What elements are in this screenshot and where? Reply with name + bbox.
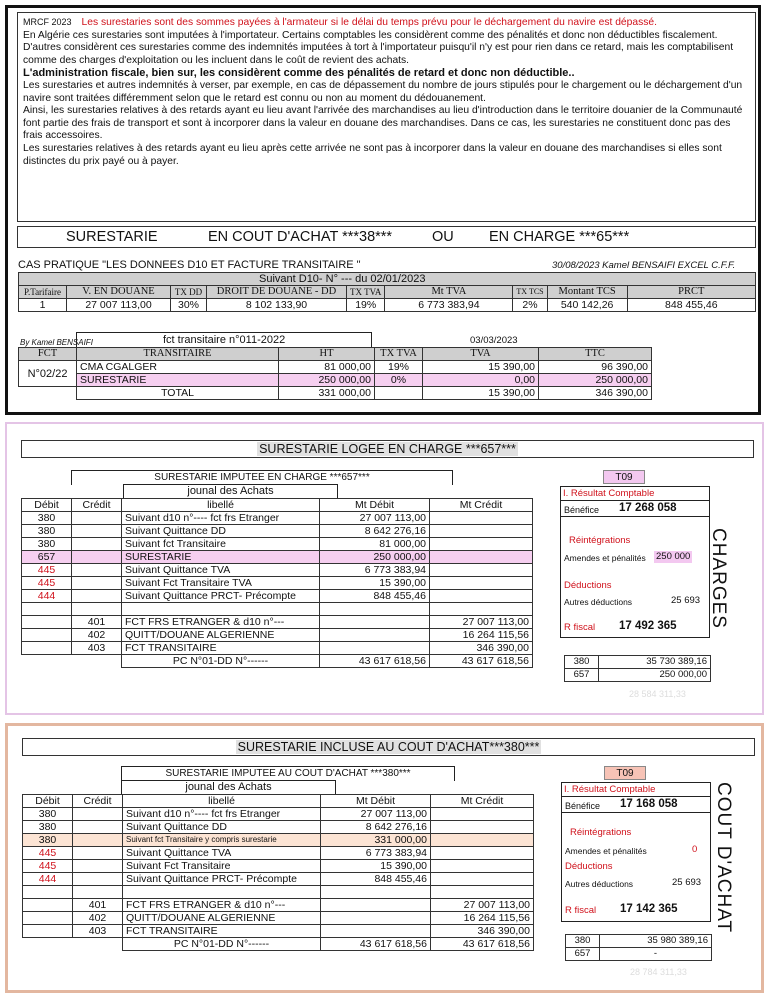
journal-spacer-row: [22, 603, 533, 616]
fiscal-autres-value: 25 693: [671, 595, 701, 606]
journal-header: Mt Crédit: [430, 499, 533, 512]
journal-header-row: [23, 795, 534, 808]
credit-account: 403: [72, 642, 122, 655]
journal-header: Mt Crédit: [431, 795, 534, 808]
fiscal-benefice-label: Bénéfice: [565, 801, 601, 811]
transit-cell: 0,00: [423, 374, 539, 387]
d10-table: [18, 272, 756, 312]
transit-fct: N°02/22: [19, 361, 77, 387]
d10-header-row: [19, 286, 756, 299]
libelle: Suivant Quittance PRCT- Précompte: [123, 873, 321, 886]
journal-total-row: [23, 938, 534, 951]
transit-total-label: TOTAL: [77, 387, 279, 400]
libelle: QUITT/DOUANE ALGERIENNE: [123, 912, 321, 925]
mt-credit: 27 007 113,00: [431, 899, 534, 912]
debit-account: 445: [23, 847, 73, 860]
fiscal-reint-label: Réintégrations: [569, 535, 631, 546]
acct-num: 380: [565, 656, 599, 669]
intro-text-box: [17, 12, 756, 222]
fiscal-amendes-label: Amendes et pénalités: [565, 846, 647, 856]
journal-row: [22, 577, 533, 590]
intro-paragraph: Les surestaries relatives à des retards ayant eu lieu après cette arrivée ne sont pas à incorporer dans la valeur en douane des marchandises si elles sont distinctes du prix payé ou à payer.: [23, 142, 722, 167]
fiscal-autres-label: Autres déductions: [565, 879, 634, 889]
cout-section: [5, 723, 764, 993]
charge-fiscal-box: [560, 486, 710, 638]
fiscal-benefice-value: 17 168 058: [620, 798, 678, 810]
d10-header: TX TCS: [513, 286, 547, 299]
transit-cell: 96 390,00: [539, 361, 652, 374]
libelle: SURESTARIE: [122, 551, 320, 564]
d10-header: V. EN DOUANE: [67, 286, 171, 299]
d10-header: TX TVA: [347, 286, 385, 299]
transit-total-cell: 15 390,00: [423, 387, 539, 400]
cout-vertical-label: COUT D'ACHAT: [713, 782, 734, 934]
pc-label: PC N°01-DD N°------: [123, 938, 321, 951]
acct-row: [566, 935, 712, 948]
debit-account: 380: [22, 538, 72, 551]
journal-header-row: [22, 499, 533, 512]
mt-debit: 15 390,00: [321, 860, 431, 873]
transit-header: TX TVA: [375, 348, 423, 361]
credit-account: 401: [72, 616, 122, 629]
transit-header-row: [19, 348, 652, 361]
transit-cell: SURESTARIE: [77, 374, 279, 387]
pc-label: PC N°01-DD N°------: [122, 655, 320, 668]
journal-row: [22, 564, 533, 577]
mt-debit: 848 455,46: [320, 590, 430, 603]
fiscal-amendes-value: 250 000: [656, 551, 691, 562]
transit-total-cell: 331 000,00: [279, 387, 375, 400]
intro-paragraph: D'autres considèrent ces surestaries comme des indemnités imputées à tort à l'importateur puisqu'il n'y est pour rien dans ce retard, mais les comptabilisent comme des charges d'exploitation ou les incluent dans le coût de revient des achats.: [23, 42, 734, 66]
transit-header: TVA: [423, 348, 539, 361]
surestarie-banner: [17, 226, 756, 248]
cout-code-badge: T09: [604, 766, 646, 780]
transit-header: TTC: [539, 348, 652, 361]
transit-cell: 250 000,00: [539, 374, 652, 387]
d10-cell: 19%: [347, 299, 385, 312]
d10-header: P.Tarifaire: [19, 286, 67, 299]
d10-cell: 848 455,46: [627, 299, 755, 312]
debit-account: 445: [22, 564, 72, 577]
fiscal-resultat-label: I. Résultat Comptable: [563, 488, 655, 499]
libelle: Suivant Quittance PRCT- Précompte: [122, 590, 320, 603]
transit-table: [18, 347, 652, 400]
fiscal-deduc-label: Déductions: [564, 580, 612, 591]
banner-word: SURESTARIE: [66, 229, 158, 245]
mt-debit: 331 000,00: [321, 834, 431, 847]
journal-row: [22, 616, 533, 629]
acct-row: [565, 669, 711, 682]
transit-invoice: fct transitaire n°011-2022: [76, 332, 372, 348]
fiscal-deduc-label: Déductions: [565, 861, 613, 872]
debit-account: 380: [23, 821, 73, 834]
transit-header: FCT: [19, 348, 77, 361]
acct-value: 35 980 389,16: [600, 935, 712, 948]
journal-header: Crédit: [72, 499, 122, 512]
journal-row: [22, 525, 533, 538]
cout-faint-total: 28 784 311,33: [630, 967, 687, 977]
mt-debit: 6 773 383,94: [321, 847, 431, 860]
mt-debit: 848 455,46: [321, 873, 431, 886]
fiscal-reint-label: Réintégrations: [570, 827, 632, 838]
journal-header: Mt Débit: [321, 795, 431, 808]
acct-num: 380: [566, 935, 600, 948]
mt-debit: 250 000,00: [320, 551, 430, 564]
d10-header: DROIT DE DOUANE - DD: [207, 286, 347, 299]
mt-debit: 8 642 276,16: [321, 821, 431, 834]
charge-faint-total: 28 584 311,33: [629, 689, 686, 699]
journal-header: libellé: [122, 499, 320, 512]
acct-row: [565, 656, 711, 669]
transit-cell: 0%: [375, 374, 423, 387]
credit-account: 402: [73, 912, 123, 925]
libelle: Suivant Quittance DD: [123, 821, 321, 834]
transit-total-row: [19, 387, 652, 400]
mt-debit: 6 773 383,94: [320, 564, 430, 577]
d10-cell: 6 773 383,94: [385, 299, 513, 312]
charge-imputee: SURESTARIE IMPUTEE EN CHARGE ***657***: [71, 470, 453, 485]
intro-section: [5, 5, 761, 415]
banner-charge: EN CHARGE ***65***: [489, 229, 630, 245]
d10-header: Montant TCS: [547, 286, 627, 299]
transit-total-cell: [375, 387, 423, 400]
d10-cell: 540 142,26: [547, 299, 627, 312]
charge-banner: [21, 440, 754, 458]
libelle: Suivant d10 n°---- fct frs Etranger: [123, 808, 321, 821]
pc-debit: 43 617 618,56: [321, 938, 431, 951]
mt-debit: 8 642 276,16: [320, 525, 430, 538]
transit-total-cell: 346 390,00: [539, 387, 652, 400]
intro-paragraph: Ainsi, les surestaries relatives à des retards ayant eu lieu avant l'arrivée des marchandises au lieu d'introduction dans le territoire douanier de la Communauté font partie des frais de transport et sont à incorporer dans la valeur en douane des marchandises. Dans ce cas, les surestaries ne constituent donc pas des frais accessoires.: [23, 105, 743, 142]
debit-account: 380: [23, 808, 73, 821]
libelle: Suivant fct Transitaire y compris surestarie: [123, 834, 321, 847]
mt-debit: 27 007 113,00: [320, 512, 430, 525]
journal-row: [22, 629, 533, 642]
debit-account: 445: [22, 577, 72, 590]
pc-debit: 43 617 618,56: [320, 655, 430, 668]
libelle: FCT TRANSITAIRE: [123, 925, 321, 938]
journal-row: [23, 912, 534, 925]
d10-data-row: [19, 299, 756, 312]
libelle: QUITT/DOUANE ALGERIENNE: [122, 629, 320, 642]
fiscal-rfiscal-value: 17 142 365: [620, 903, 678, 915]
journal-row: [23, 847, 534, 860]
intro-headline: Les surestaries sont des sommes payées à l'armateur si le délai du temps prévu pour le déchargement du navire est dépassé.: [81, 17, 657, 28]
pc-credit: 43 617 618,56: [430, 655, 533, 668]
journal-row: [23, 873, 534, 886]
journal-header: libellé: [123, 795, 321, 808]
charge-vertical-label: CHARGES: [708, 528, 729, 629]
charge-section: [5, 422, 764, 715]
fiscal-benefice-label: Bénéfice: [564, 505, 600, 515]
cout-journal-table: [22, 794, 534, 951]
fiscal-amendes-label: Amendes et pénalités: [564, 553, 646, 563]
charge-banner-text: SURESTARIE LOGEE EN CHARGE ***657***: [259, 442, 516, 456]
journal-row: [22, 590, 533, 603]
debit-account: 380: [22, 512, 72, 525]
mt-debit: 81 000,00: [320, 538, 430, 551]
d10-cell: 1: [19, 299, 67, 312]
journal-header: Crédit: [73, 795, 123, 808]
mt-credit: 16 264 115,56: [431, 912, 534, 925]
transit-row-surestarie: [19, 374, 652, 387]
credit-account: 403: [73, 925, 123, 938]
transit-cell: 15 390,00: [423, 361, 539, 374]
d10-cell: 30%: [171, 299, 207, 312]
d10-suivant: Suivant D10- N° --- du 02/01/2023: [19, 273, 756, 286]
debit-account: 380: [22, 525, 72, 538]
acct-value: 35 730 389,16: [599, 656, 711, 669]
journal-header: Débit: [22, 499, 72, 512]
cout-fiscal-box: [561, 782, 711, 922]
intro-paragraph: Les surestaries et autres indemnités à verser, par exemple, en cas de dépassement du nombre de jours stipulés pour le chargement ou le déchargement d'un navire sont traitées différemment selon que le retard est connu ou non au moment du dédouanement.: [23, 79, 743, 104]
credit-account: 401: [73, 899, 123, 912]
transit-header: TRANSITAIRE: [77, 348, 279, 361]
mt-debit: 15 390,00: [320, 577, 430, 590]
acct-num: 657: [566, 948, 600, 961]
libelle: Suivant Fct Transitaire TVA: [122, 577, 320, 590]
debit-account: 657: [22, 551, 72, 564]
journal-row: [22, 642, 533, 655]
cas-title: CAS PRATIQUE "LES DONNEES D10 ET FACTURE TRANSITAIRE ": [18, 259, 361, 271]
intro-paragraph: En Algérie ces surestaries sont imputées à l'importateur. Certains comptables les considèrent comme des pénalités et donc non déductibles fiscalement.: [23, 29, 718, 41]
transit-row: [19, 361, 652, 374]
journal-total-row: [22, 655, 533, 668]
charge-journal: jounal des Achats: [123, 484, 338, 498]
acct-value: -: [600, 948, 712, 961]
charge-code-badge: T09: [603, 470, 645, 484]
journal-row: [22, 538, 533, 551]
journal-row: [23, 860, 534, 873]
transit-cell: 250 000,00: [279, 374, 375, 387]
libelle: FCT TRANSITAIRE: [122, 642, 320, 655]
libelle: Suivant fct Transitaire: [122, 538, 320, 551]
charge-journal-table: [21, 498, 533, 668]
banner-ou: OU: [432, 229, 454, 245]
mt-credit: 346 390,00: [431, 925, 534, 938]
pc-credit: 43 617 618,56: [431, 938, 534, 951]
journal-row: [22, 512, 533, 525]
mt-credit: 27 007 113,00: [430, 616, 533, 629]
mt-debit: 27 007 113,00: [321, 808, 431, 821]
libelle: FCT FRS ETRANGER & d10 n°---: [122, 616, 320, 629]
d10-header: PRCT: [627, 286, 755, 299]
fiscal-rfiscal-label: R fiscal: [564, 622, 596, 633]
transit-cell: 19%: [375, 361, 423, 374]
transit-cell: 81 000,00: [279, 361, 375, 374]
d10-cell: 2%: [513, 299, 547, 312]
cout-banner: [22, 738, 755, 756]
debit-account: 445: [23, 860, 73, 873]
cout-acct-table: [565, 934, 712, 961]
journal-header: Mt Débit: [320, 499, 430, 512]
transit-date: 03/03/2023: [470, 335, 518, 346]
journal-row: [23, 808, 534, 821]
libelle: Suivant d10 n°---- fct frs Etranger: [122, 512, 320, 525]
banner-cout: EN COUT D'ACHAT ***38***: [208, 229, 393, 245]
cout-banner-text: SURESTARIE INCLUSE AU COUT D'ACHAT***380***: [237, 740, 540, 754]
journal-row-surestarie: [23, 834, 534, 847]
intro-bold-statement: L'administration fiscale, bien sur, les considèrent comme des pénalités de retard et donc non déductible..: [23, 67, 575, 80]
libelle: Suivant Quittance TVA: [123, 847, 321, 860]
journal-header: Débit: [23, 795, 73, 808]
fiscal-rfiscal-label: R fiscal: [565, 905, 597, 916]
journal-row: [23, 821, 534, 834]
d10-header: TX DD: [171, 286, 207, 299]
credit-account: 402: [72, 629, 122, 642]
libelle: Suivant Quittance TVA: [122, 564, 320, 577]
d10-header: Mt TVA: [385, 286, 513, 299]
libelle: Suivant Fct Transitaire: [123, 860, 321, 873]
fiscal-autres-value: 25 693: [672, 877, 702, 888]
mt-credit: 346 390,00: [430, 642, 533, 655]
transit-cell: CMA CGALGER: [77, 361, 279, 374]
libelle: Suivant Quittance DD: [122, 525, 320, 538]
fiscal-autres-label: Autres déductions: [564, 597, 633, 607]
mrcf-tag: MRCF 2023: [23, 17, 72, 27]
libelle: FCT FRS ETRANGER & d10 n°---: [123, 899, 321, 912]
journal-spacer-row: [23, 886, 534, 899]
journal-row-surestarie: [22, 551, 533, 564]
acct-num: 657: [565, 669, 599, 682]
journal-row: [23, 899, 534, 912]
mt-credit: 16 264 115,56: [430, 629, 533, 642]
fiscal-benefice-value: 17 268 058: [619, 502, 677, 514]
debit-account: 380: [23, 834, 73, 847]
debit-account: 444: [23, 873, 73, 886]
journal-row: [23, 925, 534, 938]
cout-journal: jounal des Achats: [121, 780, 336, 794]
fiscal-rfiscal-value: 17 492 365: [619, 620, 677, 632]
acct-row: [566, 948, 712, 961]
d10-cell: 27 007 113,00: [67, 299, 171, 312]
fiscal-amendes-value: 0: [692, 844, 698, 855]
debit-account: 444: [22, 590, 72, 603]
charge-acct-table: [564, 655, 711, 682]
transit-by: By Kamel BENSAIFI: [20, 338, 93, 347]
transit-header: HT: [279, 348, 375, 361]
d10-cell: 8 102 133,90: [207, 299, 347, 312]
cas-date-author: 30/08/2023 Kamel BENSAIFI EXCEL C.F.F.: [552, 260, 736, 271]
fiscal-resultat-label: I. Résultat Comptable: [564, 784, 656, 795]
acct-value: 250 000,00: [599, 669, 711, 682]
cout-imputee: SURESTARIE IMPUTEE AU COUT D'ACHAT ***380***: [121, 766, 455, 781]
